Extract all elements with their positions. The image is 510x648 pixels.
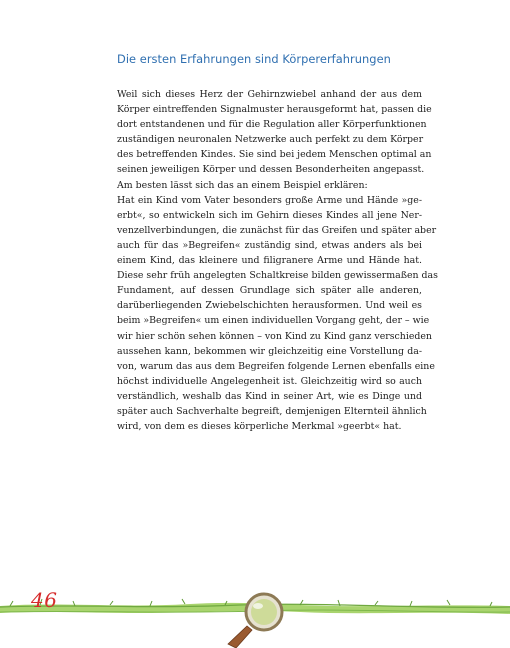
text-line: aussehen kann, bekommen wir gleichzeitig eine Vorstellung da- xyxy=(117,345,422,357)
text-line: später auch Sachverhalte begreift, demjenigen Elternteil ähnlich xyxy=(117,405,427,417)
text-line: Weil sich dieses Herz der Gehirnzwiebel anhand der aus dem xyxy=(117,89,422,100)
text-line: wir hier schön sehen können – von Kind zu Kind ganz verschieden xyxy=(117,330,432,342)
text-line: Diese sehr früh angelegten Schaltkreise bilden gewissermaßen das xyxy=(117,270,438,282)
text-line: seinen jeweiligen Körper und dessen Besonderheiten angepasst. xyxy=(117,164,425,176)
body-paragraph xyxy=(117,87,438,434)
text-line: venzellverbindungen, die zunächst für das Greifen und später aber xyxy=(117,224,437,236)
text-line: Fundament, auf dessen Grundlage sich später alle anderen, xyxy=(117,285,422,297)
text-line: wird, von dem es dieses körperliche Merkmal »geerbt« hat. xyxy=(117,421,402,433)
magnifying-glass-icon xyxy=(228,594,282,648)
text-line: zuständigen neuronalen Netzwerke auch perfekt zu dem Körper xyxy=(117,134,424,146)
text-line: einem Kind, das kleinere und filigranere Arme und Hände hat. xyxy=(117,255,422,267)
page-number: 46 xyxy=(31,588,58,612)
text-line: Am besten lässt sich das an einem Beispiel erklären: xyxy=(117,179,368,191)
text-line: auch für das »Begreifen« zuständig sind, etwas anders als bei xyxy=(117,239,422,251)
text-line: von, warum das aus dem Begreifen folgende Lernen ebenfalls eine xyxy=(117,360,435,372)
text-line: darüberliegenden Zwiebelschichten herausformen. Und weil es xyxy=(117,300,422,312)
text-line: verständlich, weshalb das Kind in seiner Art, wie es Dinge und xyxy=(117,390,422,402)
footer-illustration xyxy=(0,586,510,648)
text-line: erbt«, so entwickeln sich im Gehirn dieses Kindes all jene Ner- xyxy=(117,209,422,221)
text-line: des betreffenden Kindes. Sie sind bei jedem Menschen optimal an xyxy=(117,149,432,161)
text-line: Hat ein Kind vom Vater besonders große Arme und Hände »ge- xyxy=(117,194,422,206)
text-line: beim »Begreifen« um einen individuellen Vorgang geht, der – wie xyxy=(117,315,430,327)
text-line: dort entstandenen und für die Regulation aller Körperfunktionen xyxy=(117,119,427,131)
text-line: höchst individuelle Angelegenheit ist. Gleichzeitig wird so auch xyxy=(117,375,422,387)
section-heading: Die ersten Erfahrungen sind Körpererfahrungen xyxy=(117,52,391,66)
text-line: Körper eintreffenden Signalmuster herausgeformt hat, passen die xyxy=(117,104,432,116)
